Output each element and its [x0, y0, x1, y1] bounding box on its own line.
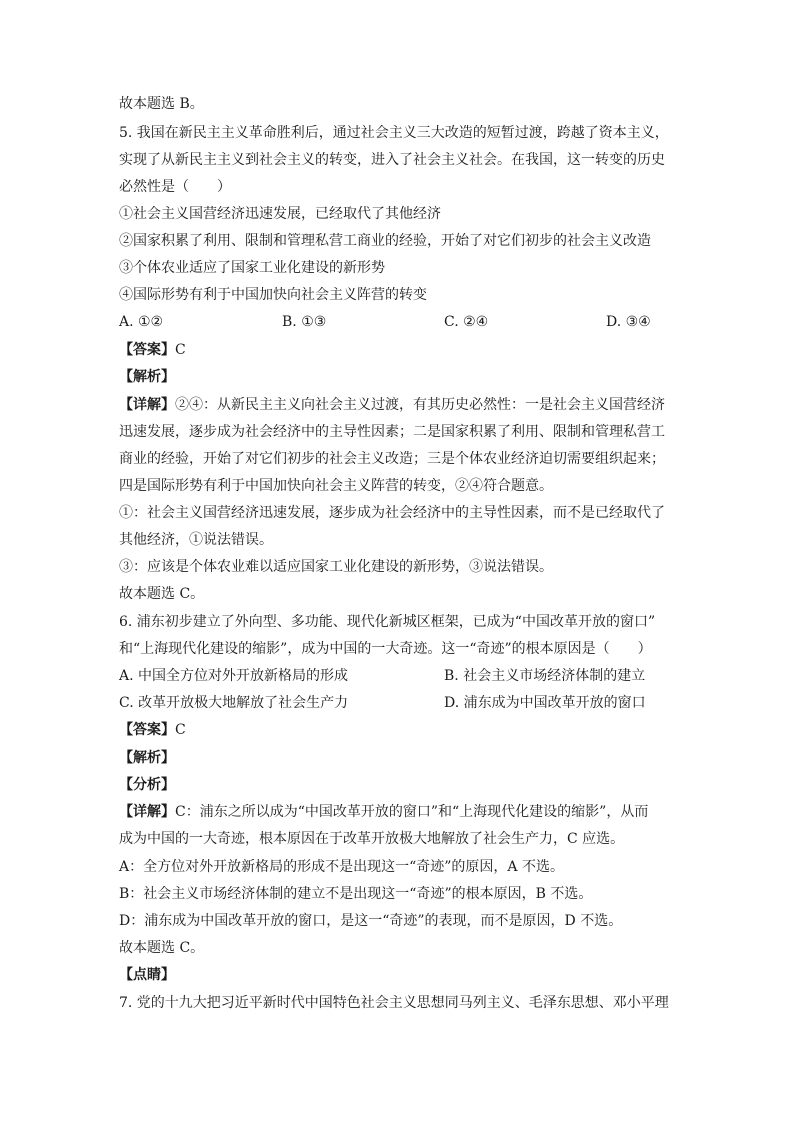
answer-tag: 【答案】 — [119, 342, 175, 358]
answer-value: C — [175, 722, 186, 738]
q5-detail-line: 其他经济，①说法错误。 — [119, 532, 273, 548]
q6-option-d: D. 浦东成为中国改革开放的窗口 — [444, 695, 646, 711]
q5-option-c: C. ②④ — [444, 314, 489, 330]
answer-tag: 【答案】 — [119, 722, 175, 738]
q5-option-b: B. ①③ — [282, 314, 327, 330]
q6-stem-line: 6. 浦东初步建立了外向型、多功能、现代化新城区框架，已成为“中国改革开放的窗口” — [119, 614, 656, 630]
detail-text: C：浦东之所以成为“中国改革开放的窗口”和“上海现代化建设的缩影”，从而 — [175, 804, 649, 820]
analysis-sub-tag: 【分析】 — [119, 777, 175, 793]
q6-option-a: A. 中国全方位对外开放新格局的形成 — [119, 668, 349, 684]
q6-detail-line: D：浦东成为中国改革开放的窗口，是这一“奇迹”的表现，而不是原因，D 不选。 — [119, 913, 623, 929]
q5-statement: ④国际形势有利于中国加快向社会主义阵营的转变 — [119, 287, 427, 303]
answer-conclusion: 故本题选 B。 — [119, 96, 204, 112]
q6-option-c: C. 改革开放极大地解放了社会生产力 — [119, 695, 349, 711]
detail-tag: 【详解】 — [119, 397, 175, 413]
answer-value: C — [175, 342, 186, 358]
q6-detail-line: 成为中国的一大奇迹，根本原因在于改革开放极大地解放了社会生产力，C 应选。 — [119, 831, 625, 847]
q6-option-b: B. 社会主义市场经济体制的建立 — [444, 668, 646, 684]
q5-detail-line: 商业的经验，开始了对它们初步的社会主义改造；三是个体农业经济迫切需要组织起来； — [119, 451, 665, 467]
q6-stem-line: 和“上海现代化建设的缩影”，成为中国的一大奇迹。这一“奇迹”的根本原因是（ ） — [119, 641, 652, 657]
q6-answer — [119, 720, 186, 740]
q7-stem-line: 7. 党的十九大把习近平新时代中国特色社会主义思想同马列主义、毛泽东思想、邓小平理 — [119, 995, 669, 1011]
q5-statement: ③个体农业适应了国家工业化建设的新形势 — [119, 260, 385, 276]
q6-detail-line — [119, 802, 648, 822]
q5-stem-line: 必然性是（ ） — [119, 179, 231, 195]
answer-conclusion: 故本题选 C。 — [119, 586, 205, 602]
q5-detail-line: ③：应该是个体农业难以适应国家工业化建设的新形势，③说法错误。 — [119, 559, 553, 575]
q6-detail-line: A：全方位对外开放新格局的形成不是出现这一“奇迹”的原因，A 不选。 — [119, 859, 564, 875]
q5-detail-line: ①：社会主义国营经济迅速发展，逐步成为社会经济中的主导性因素，而不是已经取代了 — [119, 505, 665, 521]
detail-tag: 【详解】 — [119, 804, 175, 820]
q5-statement: ②国家积累了利用、限制和管理私营工商业的经验，开始了对它们初步的社会主义改造 — [119, 233, 651, 249]
q5-statement: ①社会主义国营经济迅速发展，已经取代了其他经济 — [119, 206, 441, 222]
q5-answer — [119, 340, 186, 360]
q5-stem-line: 实现了从新民主主义到社会主义的转变，进入了社会主义社会。在我国，这一转变的历史 — [119, 152, 665, 168]
answer-conclusion: 故本题选 C。 — [119, 940, 205, 956]
detail-text: ②④：从新民主主义向社会主义过渡，有其历史必然性：一是社会主义国营经济 — [175, 397, 665, 413]
q6-detail-line: B：社会主义市场经济体制的建立不是出现这一“奇迹”的根本原因，B 不选。 — [119, 886, 593, 902]
q5-detail-line — [119, 395, 665, 415]
analysis-tag: 【解析】 — [119, 750, 175, 766]
q5-option-a: A. ①② — [119, 314, 164, 330]
q5-option-d: D. ③④ — [606, 314, 651, 330]
q5-detail-line: 四是国际形势有利于中国加快向社会主义阵营的转变，②④符合题意。 — [119, 478, 553, 494]
commentary-tag: 【点睛】 — [119, 967, 175, 983]
analysis-tag: 【解析】 — [119, 369, 175, 385]
q5-detail-line: 迅速发展，逐步成为社会经济中的主导性因素；二是国家积累了利用、限制和管理私营工 — [119, 424, 665, 440]
q5-stem-line: 5. 我国在新民主主义革命胜利后，通过社会主义三大改造的短暂过渡，跨越了资本主义， — [119, 125, 669, 141]
